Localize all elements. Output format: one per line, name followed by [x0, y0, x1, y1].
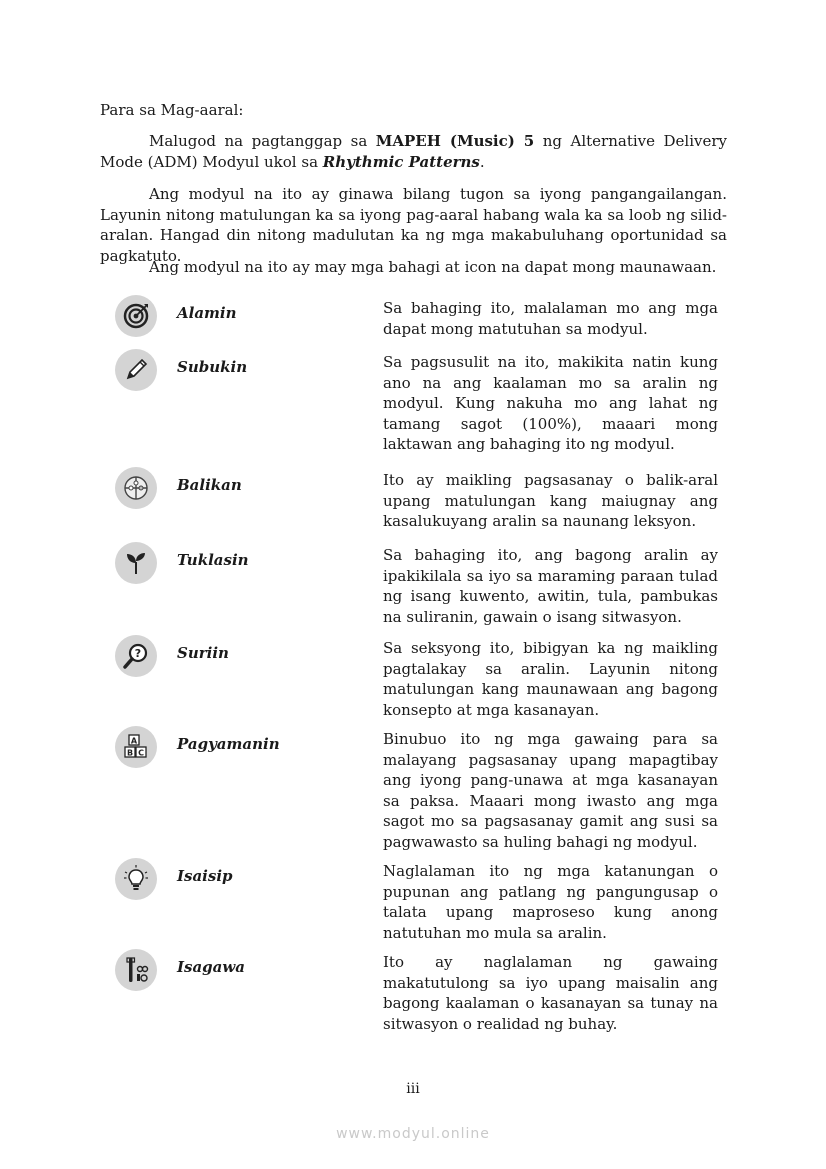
abc-blocks-icon — [115, 726, 157, 768]
tools-icon — [115, 949, 157, 991]
section-description: Sa pagsusulit na ito, makikita natin kung ano na ang kaalaman mo sa aralin ng modyul. Kung nakuha mo ang lahat ng tamang sagot (100%), maaari mong laktawan ang bahaging ito ng modyul. — [383, 353, 718, 454]
section-description: Naglalaman ito ng mga katanungan o pupunan ang patlang ng pangungusap o talata upang maproseso kung anong natutuhan mo mula sa aralin. — [383, 862, 718, 942]
lightbulb-icon — [115, 858, 157, 900]
section-label: Isaisip — [177, 867, 233, 885]
topic-name: Rhythmic Patterns — [322, 152, 480, 171]
pencil-icon — [115, 349, 157, 391]
section-description: Sa seksyong ito, bibigyan ka ng maikling pagtalakay sa aralin. Layunin nitong matulungan kang maunawaan ang bagong konsepto at mga kasanayan. — [383, 639, 718, 719]
section-description: Ito ay naglalaman ng gawaing makatutulong sa iyo upang maisalin ang bagong kaalaman o kasanayan sa tunay na sitwasyon o realidad ng buhay. — [383, 953, 718, 1033]
section-label: Alamin — [177, 304, 237, 322]
icons-intro-paragraph: Ang modyul na ito ay may mga bahagi at icon na dapat mong maunawaan. — [149, 258, 717, 276]
intro-paragraph — [100, 131, 727, 172]
section-label: Isagawa — [177, 958, 246, 976]
section-description: Sa bahaging ito, ang bagong aralin ay ipakikilala sa iyo sa maraming paraan tulad ng isang kuwento, awitin, tula, pambukas na suliranin, gawain o isang sitwasyon. — [383, 546, 718, 626]
section-label: Subukin — [177, 358, 248, 376]
section-label: Balikan — [177, 476, 242, 494]
page-number: iii — [406, 1081, 420, 1097]
svg-text:A: A — [130, 736, 138, 746]
section-label: Pagyamanin — [177, 735, 280, 753]
section-description: Sa bahaging ito, malalaman mo ang mga dapat mong matutuhan sa modyul. — [383, 299, 718, 338]
section-label: Suriin — [177, 644, 229, 662]
intro-text-mid: ng Alternative Delivery Mode (ADM) Modyul ukol sa — [100, 132, 727, 171]
svg-text:?: ? — [134, 647, 142, 660]
section-description: Binubuo ito ng mga gawaing para sa malayang pagsasanay upang mapagtibay ang iyong pang-unawa at mga kasanayan sa paksa. Maaari mong iwasto ang mga sagot mo sa pagsasanay gamit ang susi sa pagwawasto sa huling bahagi ng modyul. — [383, 730, 718, 851]
svg-text:B: B — [126, 748, 134, 758]
magnifier-question-icon — [115, 635, 157, 677]
intro-text-pre: Malugod na pagtanggap sa — [149, 132, 376, 150]
subject-name: MAPEH (Music) 5 — [375, 132, 535, 150]
section-label: Tuklasin — [177, 551, 249, 569]
target-icon — [115, 295, 157, 337]
svg-text:C: C — [138, 748, 144, 758]
module-purpose-paragraph: Ang modyul na ito ay ginawa bilang tugon sa iyong pangangailangan. Layunin nitong matulungan ka sa iyong pag-aaral habang wala ka sa loob ng silid-aralan. Hangad din nitong madulutan ka ng mga makabuluhang oportunidad sa pagkatuto. — [100, 185, 727, 265]
sprout-icon — [115, 542, 157, 584]
greeting: Para sa Mag-aaral: — [100, 101, 244, 119]
intro-text-end: . — [479, 152, 485, 171]
puzzle-icon — [115, 467, 157, 509]
section-description: Ito ay maikling pagsasanay o balik-aral upang matulungan kang maiugnay ang kasalukuyang aralin sa naunang leksyon. — [383, 471, 718, 531]
watermark-url: www.modyul.online — [336, 1126, 490, 1142]
